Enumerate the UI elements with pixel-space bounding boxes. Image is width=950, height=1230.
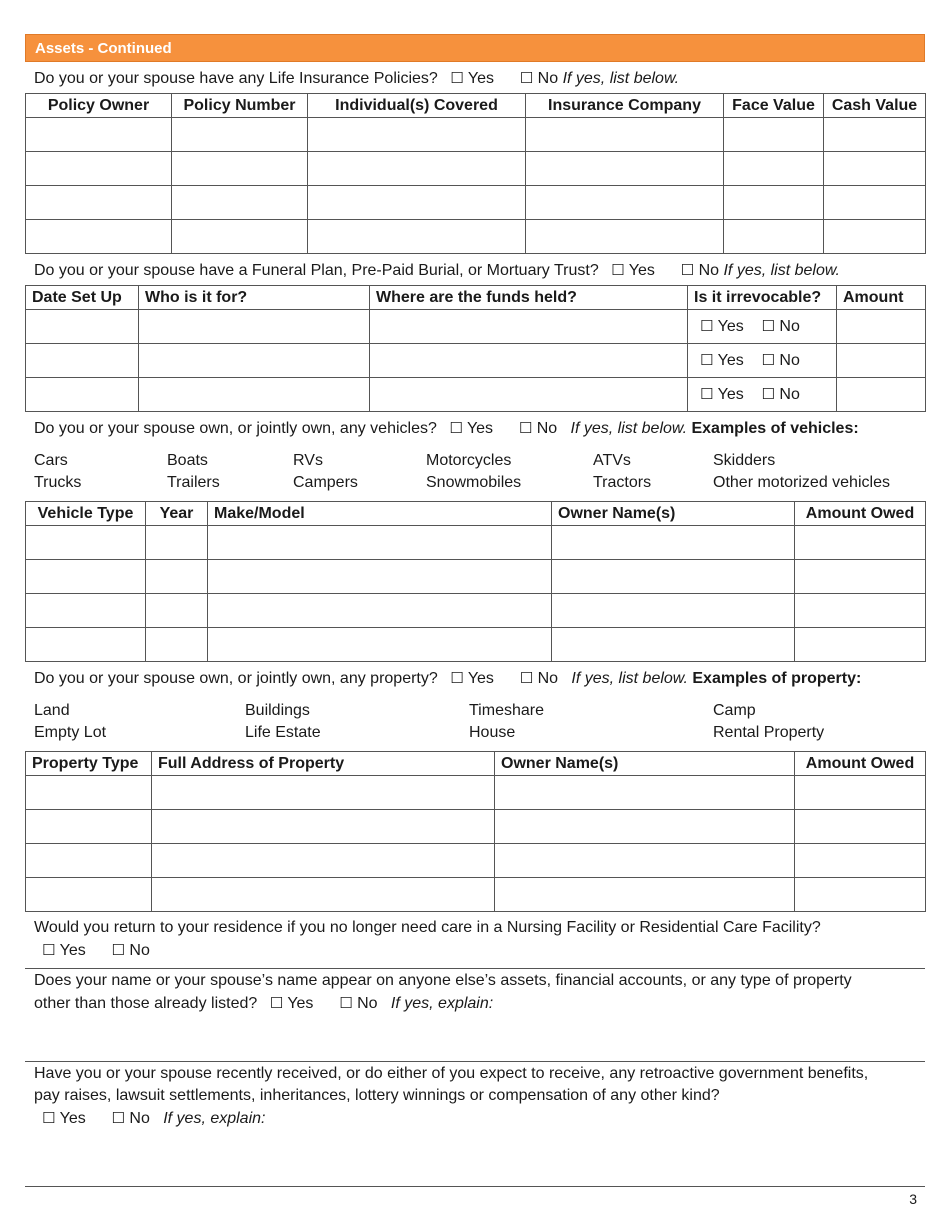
question-text: Do you or your spouse own, or jointly own, any vehicles? <box>34 420 437 437</box>
table-cell-input[interactable] <box>26 186 172 220</box>
table-cell-input[interactable] <box>552 594 795 628</box>
benefits-no-checkbox[interactable]: ☐ No <box>111 1109 150 1127</box>
col-owner-names: Owner Name(s) <box>495 752 795 776</box>
vehicle-examples <box>25 450 925 494</box>
table-cell-input[interactable] <box>824 152 926 186</box>
table-row <box>26 594 926 628</box>
table-cell-input[interactable] <box>552 560 795 594</box>
property-table <box>25 751 926 912</box>
table-cell-input[interactable] <box>172 186 308 220</box>
example-item: Snowmobiles <box>426 474 522 491</box>
table-cell-input[interactable] <box>724 118 824 152</box>
residence-yes-checkbox[interactable]: ☐ Yes <box>42 941 86 959</box>
benefits-question <box>25 1063 925 1130</box>
table-cell-input[interactable] <box>370 378 688 412</box>
example-item: Motorcycles <box>426 452 512 469</box>
life-insurance-no-checkbox[interactable]: ☐ No <box>519 69 559 87</box>
col-make-model: Make/Model <box>208 502 552 526</box>
property-yes-checkbox[interactable]: ☐ Yes <box>450 669 494 687</box>
table-cell-input[interactable] <box>795 776 926 810</box>
example-item: Timeshare <box>469 702 544 719</box>
col-amount-owed: Amount Owed <box>795 752 926 776</box>
table-row <box>26 310 926 344</box>
other-assets-question <box>25 970 925 1061</box>
col-is-irrevocable: Is it irrevocable? <box>688 286 837 310</box>
example-item: Campers <box>293 474 358 491</box>
col-vehicle-type: Vehicle Type <box>26 502 146 526</box>
residence-question <box>25 917 925 962</box>
table-cell-input[interactable] <box>824 118 926 152</box>
property-question <box>25 667 925 690</box>
question-text-line2: other than those already listed? <box>34 995 258 1012</box>
footer-divider <box>25 1186 925 1187</box>
table-cell-input[interactable] <box>26 526 146 560</box>
example-item: Tractors <box>593 474 652 491</box>
form-page <box>25 34 925 1130</box>
question-text-line1: Does your name or your spouse’s name appear on anyone else’s assets, financial accounts, or any type of property <box>34 972 852 989</box>
table-cell-input[interactable] <box>208 628 552 662</box>
irrevocable-yes-checkbox[interactable]: ☐ Yes <box>700 351 744 369</box>
example-item: Cars <box>34 452 68 469</box>
funeral-yes-checkbox[interactable]: ☐ Yes <box>611 261 655 279</box>
example-item: Life Estate <box>245 724 321 741</box>
vehicles-yes-checkbox[interactable]: ☐ Yes <box>449 419 494 437</box>
other-assets-yes-checkbox[interactable]: ☐ Yes <box>269 994 314 1012</box>
table-cell-input[interactable] <box>26 594 146 628</box>
table-row <box>26 220 926 254</box>
table-cell-input[interactable] <box>146 628 208 662</box>
table-cell-input[interactable] <box>370 344 688 378</box>
examples-label: Examples of vehicles: <box>691 420 859 437</box>
list-below-note: If yes, list below. <box>562 70 680 87</box>
table-row <box>26 810 926 844</box>
example-item: Trailers <box>167 474 220 491</box>
other-assets-no-checkbox[interactable]: ☐ No <box>339 994 378 1012</box>
table-cell-input[interactable] <box>495 844 795 878</box>
table-cell-input[interactable] <box>495 810 795 844</box>
table-cell-input[interactable] <box>526 152 724 186</box>
table-header-row <box>26 286 926 310</box>
irrevocable-cell <box>688 310 837 344</box>
table-cell-input[interactable] <box>26 310 139 344</box>
table-cell-input[interactable] <box>795 628 926 662</box>
life-insurance-question <box>25 67 925 90</box>
table-cell-input[interactable] <box>26 344 139 378</box>
funeral-no-checkbox[interactable]: ☐ No <box>680 261 720 279</box>
example-item: Empty Lot <box>34 724 107 741</box>
table-cell-input[interactable] <box>795 560 926 594</box>
benefits-yes-checkbox[interactable]: ☐ Yes <box>42 1109 86 1127</box>
table-cell-input[interactable] <box>370 310 688 344</box>
list-below-note: If yes, list below. <box>571 670 688 687</box>
table-header-row <box>26 94 926 118</box>
vehicles-no-checkbox[interactable]: ☐ No <box>518 419 558 437</box>
question-text: Do you or your spouse have a Funeral Plan, Pre-Paid Burial, or Mortuary Trust? <box>34 262 599 279</box>
irrevocable-yes-checkbox[interactable]: ☐ Yes <box>700 317 744 335</box>
table-row <box>26 152 926 186</box>
question-text: Do you or your spouse own, or jointly own, any property? <box>34 670 438 687</box>
table-cell-input[interactable] <box>837 378 926 412</box>
col-policy-number: Policy Number <box>172 94 308 118</box>
table-cell-input[interactable] <box>26 628 146 662</box>
question-text: Would you return to your residence if you no longer need care in a Nursing Facility or Residential Care Facility? <box>34 919 821 936</box>
example-item: Boats <box>167 452 208 469</box>
table-cell-input[interactable] <box>308 186 526 220</box>
table-cell-input[interactable] <box>172 118 308 152</box>
explain-note: If yes, explain: <box>390 995 494 1012</box>
table-row <box>26 628 926 662</box>
col-cash-value: Cash Value <box>824 94 926 118</box>
col-full-address: Full Address of Property <box>152 752 495 776</box>
table-cell-input[interactable] <box>139 344 370 378</box>
irrevocable-yes-checkbox[interactable]: ☐ Yes <box>700 385 744 403</box>
example-item: RVs <box>293 452 323 469</box>
table-cell-input[interactable] <box>152 810 495 844</box>
table-cell-input[interactable] <box>526 220 724 254</box>
table-row <box>26 344 926 378</box>
table-cell-input[interactable] <box>26 810 152 844</box>
example-item: Camp <box>713 702 756 719</box>
table-cell-input[interactable] <box>26 118 172 152</box>
table-cell-input[interactable] <box>795 526 926 560</box>
col-policy-owner: Policy Owner <box>26 94 172 118</box>
residence-no-checkbox[interactable]: ☐ No <box>111 941 150 959</box>
table-row <box>26 526 926 560</box>
table-cell-input[interactable] <box>139 310 370 344</box>
table-header-row <box>26 752 926 776</box>
example-item: Trucks <box>34 474 82 491</box>
irrevocable-cell <box>688 344 837 378</box>
table-cell-input[interactable] <box>26 878 152 912</box>
table-cell-input[interactable] <box>146 594 208 628</box>
table-row <box>26 776 926 810</box>
table-row <box>26 878 926 912</box>
property-examples <box>25 700 925 744</box>
table-cell-input[interactable] <box>795 594 926 628</box>
funeral-plan-question <box>25 259 925 282</box>
table-cell-input[interactable] <box>837 344 926 378</box>
col-owner-names: Owner Name(s) <box>552 502 795 526</box>
table-cell-input[interactable] <box>208 560 552 594</box>
table-cell-input[interactable] <box>308 152 526 186</box>
example-item: Buildings <box>245 702 310 719</box>
table-cell-input[interactable] <box>308 118 526 152</box>
table-cell-input[interactable] <box>724 220 824 254</box>
col-date-set-up: Date Set Up <box>26 286 139 310</box>
table-cell-input[interactable] <box>824 220 926 254</box>
col-where-funds-held: Where are the funds held? <box>370 286 688 310</box>
table-cell-input[interactable] <box>552 628 795 662</box>
col-who-is-it-for: Who is it for? <box>139 286 370 310</box>
col-insurance-company: Insurance Company <box>526 94 724 118</box>
col-individuals-covered: Individual(s) Covered <box>308 94 526 118</box>
example-item: ATVs <box>593 452 631 469</box>
irrevocable-no-checkbox[interactable]: ☐ No <box>761 317 800 335</box>
example-item: Rental Property <box>713 724 825 741</box>
table-cell-input[interactable] <box>724 186 824 220</box>
table-cell-input[interactable] <box>795 844 926 878</box>
irrevocable-no-checkbox[interactable]: ☐ No <box>761 385 800 403</box>
table-cell-input[interactable] <box>526 186 724 220</box>
table-cell-input[interactable] <box>837 310 926 344</box>
table-row <box>26 560 926 594</box>
table-cell-input[interactable] <box>139 378 370 412</box>
table-cell-input[interactable] <box>526 118 724 152</box>
example-item: House <box>469 724 516 741</box>
example-item: Land <box>34 702 70 719</box>
table-header-row <box>26 502 926 526</box>
table-cell-input[interactable] <box>172 220 308 254</box>
table-cell-input[interactable] <box>152 844 495 878</box>
example-item: Skidders <box>713 452 776 469</box>
irrevocable-cell <box>688 378 837 412</box>
table-cell-input[interactable] <box>26 378 139 412</box>
table-row <box>26 844 926 878</box>
irrevocable-no-checkbox[interactable]: ☐ No <box>761 351 800 369</box>
divider <box>25 1061 925 1062</box>
table-cell-input[interactable] <box>795 810 926 844</box>
table-cell-input[interactable] <box>724 152 824 186</box>
examples-label: Examples of property: <box>692 670 862 687</box>
question-text: Have you or your spouse recently received, or do either of you expect to receive, any retroactive government benefits, pay raises, lawsuit settlements, inheritances, lottery winnings or compensation of any other kind? <box>34 1065 869 1104</box>
table-cell-input[interactable] <box>26 776 152 810</box>
col-face-value: Face Value <box>724 94 824 118</box>
section-header: Assets - Continued <box>25 34 925 62</box>
table-cell-input[interactable] <box>495 878 795 912</box>
table-cell-input[interactable] <box>795 878 926 912</box>
table-row <box>26 186 926 220</box>
table-row <box>26 378 926 412</box>
example-item: Other motorized vehicles <box>713 474 890 491</box>
funeral-plan-table <box>25 285 926 412</box>
table-cell-input[interactable] <box>146 560 208 594</box>
table-cell-input[interactable] <box>172 152 308 186</box>
table-cell-input[interactable] <box>26 560 146 594</box>
vehicles-question <box>25 417 925 440</box>
col-amount-owed: Amount Owed <box>795 502 926 526</box>
table-cell-input[interactable] <box>824 186 926 220</box>
divider <box>25 968 925 969</box>
table-cell-input[interactable] <box>152 878 495 912</box>
table-cell-input[interactable] <box>26 152 172 186</box>
table-row <box>26 118 926 152</box>
list-below-note: If yes, list below. <box>723 262 840 279</box>
page-number: 3 <box>909 1191 917 1207</box>
table-cell-input[interactable] <box>308 220 526 254</box>
table-cell-input[interactable] <box>26 220 172 254</box>
table-cell-input[interactable] <box>152 776 495 810</box>
table-cell-input[interactable] <box>208 526 552 560</box>
explain-note: If yes, explain: <box>163 1110 266 1127</box>
col-amount: Amount <box>837 286 926 310</box>
vehicles-table <box>25 501 926 662</box>
table-cell-input[interactable] <box>26 844 152 878</box>
list-below-note: If yes, list below. <box>570 420 688 437</box>
col-year: Year <box>146 502 208 526</box>
table-cell-input[interactable] <box>146 526 208 560</box>
question-text: Do you or your spouse have any Life Insurance Policies? <box>34 70 438 87</box>
col-property-type: Property Type <box>26 752 152 776</box>
table-cell-input[interactable] <box>495 776 795 810</box>
property-no-checkbox[interactable]: ☐ No <box>519 669 559 687</box>
table-cell-input[interactable] <box>552 526 795 560</box>
table-cell-input[interactable] <box>208 594 552 628</box>
life-insurance-yes-checkbox[interactable]: ☐ Yes <box>450 69 494 87</box>
life-insurance-table <box>25 93 926 254</box>
